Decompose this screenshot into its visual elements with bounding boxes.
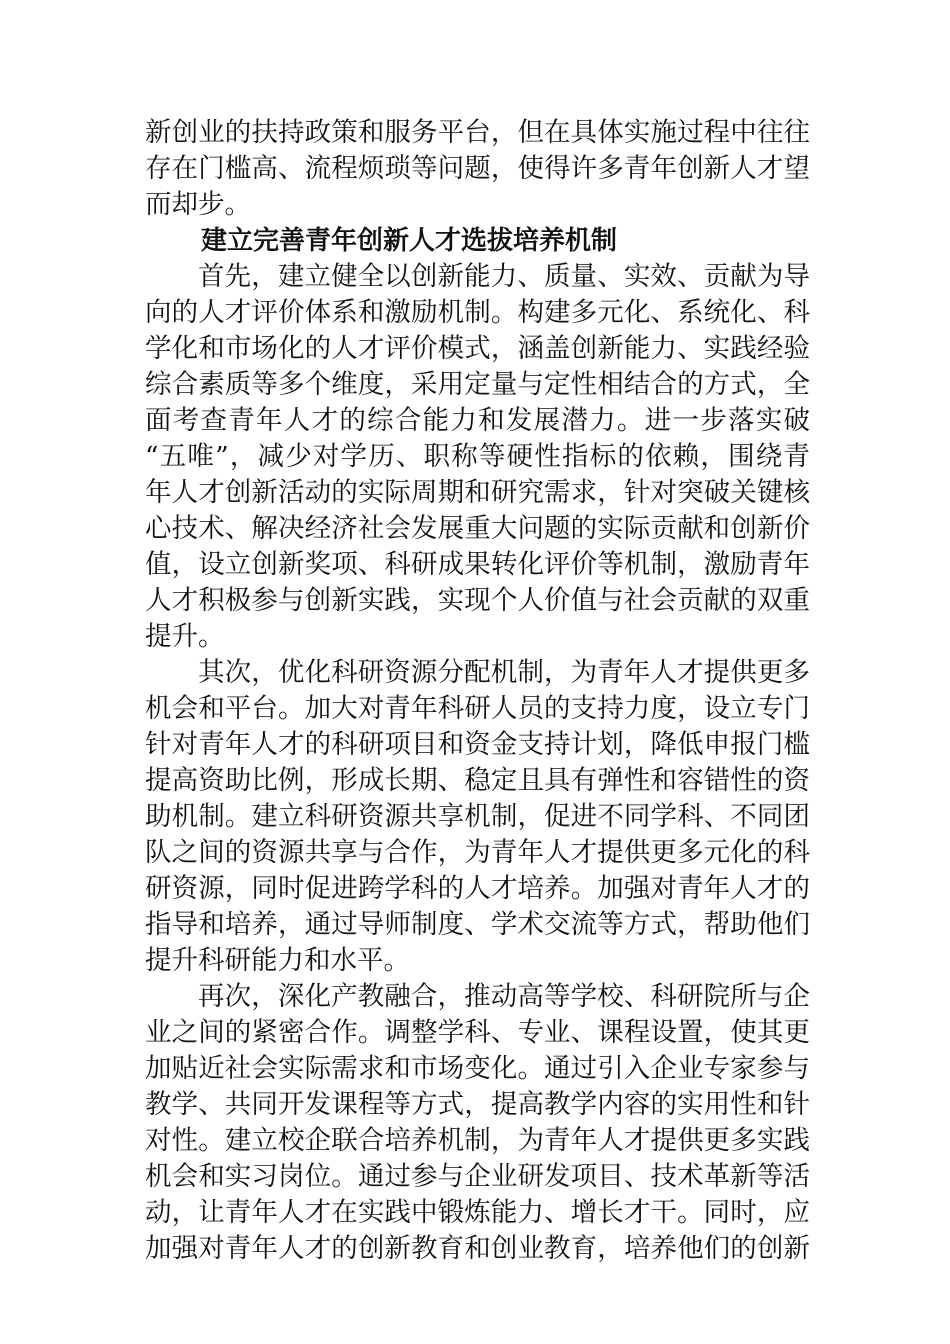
- text-line: 加贴近社会实际需求和市场变化。通过引入企业专家参与: [145, 1053, 810, 1084]
- text-line: 助机制。建立科研资源共享机制，促进不同学科、不同团: [145, 801, 810, 832]
- text-line: 人才积极参与创新实践，实现个人价值与社会贡献的双重: [145, 585, 810, 616]
- text-line: 研资源，同时促进跨学科的人才培养。加强对青年人才的: [145, 873, 810, 904]
- text-line: 首先，建立健全以创新能力、质量、实效、贡献为导: [198, 261, 810, 292]
- text-line: 综合素质等多个维度，采用定量与定性相结合的方式，全: [145, 369, 810, 400]
- text-line: 新创业的扶持政策和服务平台，但在具体实施过程中往往: [145, 117, 810, 148]
- text-line: 队之间的资源共享与合作，为青年人才提供更多元化的科: [145, 837, 810, 868]
- text-line: 学化和市场化的人才评价模式，涵盖创新能力、实践经验: [145, 333, 810, 364]
- text-line: 业之间的紧密合作。调整学科、专业、课程设置，使其更: [145, 1017, 810, 1048]
- text-line: 其次，优化科研资源分配机制，为青年人才提供更多: [198, 657, 810, 688]
- text-line: 加强对青年人才的创新教育和创业教育，培养他们的创新: [145, 1233, 810, 1264]
- text-line: “五唯”，减少对学历、职称等硬性指标的依赖，围绕青: [145, 441, 810, 472]
- text-line: 提高资助比例，形成长期、稳定且具有弹性和容错性的资: [145, 765, 810, 796]
- section-heading: 建立完善青年创新人才选拔培养机制: [201, 226, 618, 256]
- document-page: [145, 115, 810, 1267]
- paragraph-3: [145, 979, 810, 1267]
- text-line: 针对青年人才的科研项目和资金支持计划，降低申报门槛: [145, 729, 810, 760]
- text-line: 机会和实习岗位。通过参与企业研发项目、技术革新等活: [145, 1161, 810, 1192]
- paragraph-2: [145, 655, 810, 979]
- intro-paragraph: [145, 115, 810, 223]
- text-line: 年人才创新活动的实际周期和研究需求，针对突破关键核: [145, 477, 810, 508]
- text-line: 面考查青年人才的综合能力和发展潜力。进一步落实破: [145, 405, 810, 436]
- text-line: 而却步。: [145, 189, 251, 220]
- text-line: 心技术、解决经济社会发展重大问题的实际贡献和创新价: [145, 513, 810, 544]
- text-line: 向的人才评价体系和激励机制。构建多元化、系统化、科: [145, 297, 810, 328]
- text-line: 对性。建立校企联合培养机制，为青年人才提供更多实践: [145, 1125, 810, 1156]
- text-line: 动，让青年人才在实践中锻炼能力、增长才干。同时，应: [145, 1197, 810, 1228]
- text-line: 提升科研能力和水平。: [145, 945, 410, 976]
- text-line: 指导和培养，通过导师制度、学术交流等方式，帮助他们: [145, 909, 810, 940]
- text-line: 再次，深化产教融合，推动高等学校、科研院所与企: [198, 981, 810, 1012]
- text-line: 提升。: [145, 621, 225, 652]
- text-line: 教学、共同开发课程等方式，提高教学内容的实用性和针: [145, 1089, 810, 1120]
- text-line: 存在门槛高、流程烦琐等问题，使得许多青年创新人才望: [145, 153, 810, 184]
- text-line: 值，设立创新奖项、科研成果转化评价等机制，激励青年: [145, 549, 810, 580]
- paragraph-1: [145, 259, 810, 655]
- text-line: 机会和平台。加大对青年科研人员的支持力度，设立专门: [145, 693, 810, 724]
